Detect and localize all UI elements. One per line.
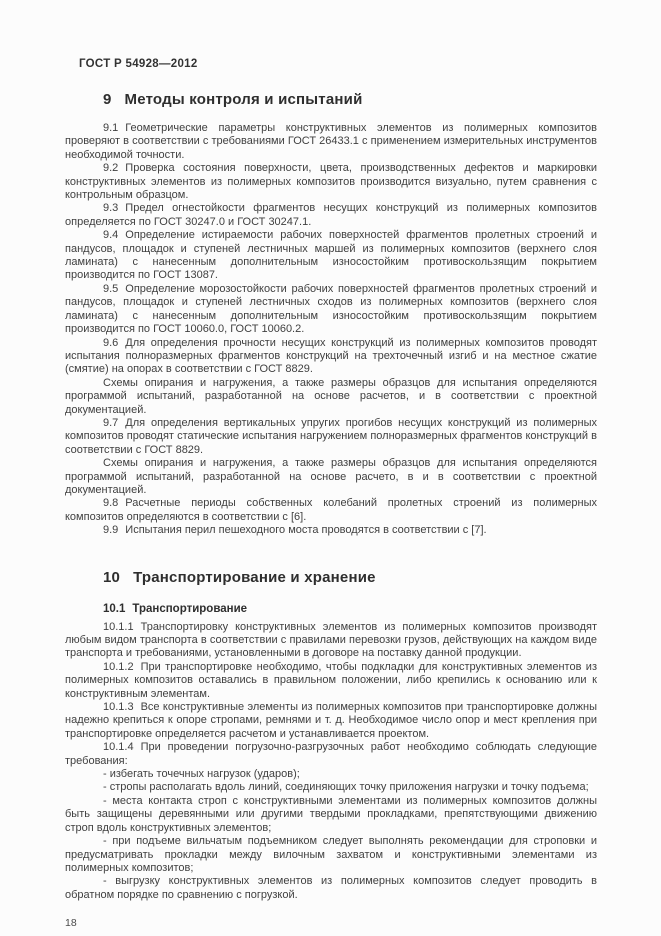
section-10-title <box>103 569 597 586</box>
page-number: 18 <box>65 917 77 930</box>
section-10-number: 10 <box>103 568 121 586</box>
subsection-10-1-title-text: Транспортирование <box>132 602 248 615</box>
list-item-slings <box>65 781 597 794</box>
clause-text: Все конструктивные элементы из полимерных композитов при транспортировке должны надежно крепиться к опоре стропами, ремнями и т. д. Необходимое число опор и мест крепления при транспортировке определяется расчетом и устанавливается проектом. <box>65 701 597 740</box>
clause-9-3 <box>65 202 597 229</box>
clause-text: - выгрузку конструктивных элементов из полимерных композитов следует проводить в обратном порядке по сравнению с погрузкой. <box>65 875 597 901</box>
clause-10-1-1 <box>65 621 597 661</box>
clause-text: Проверка состояния поверхности, цвета, производственных дефектов и маркировки конструктивных элементов из полимерных композитов производится визуально, путем сравнения с контрольным образцом. <box>65 162 597 202</box>
list-item-forklift <box>65 835 597 875</box>
section-10-title-text: Транспортирование и хранение <box>133 568 376 586</box>
subsection-10-1-number: 10.1 <box>103 602 126 615</box>
clause-number: 10.1.3 <box>103 701 134 714</box>
clause-9-9 <box>65 524 597 537</box>
list-item-unloading <box>65 875 597 902</box>
clause-10-1-4 <box>65 741 597 768</box>
clause-number: 10.1.2 <box>103 660 134 673</box>
clause-9-1 <box>65 122 597 162</box>
clause-number: 9.4 <box>103 229 119 242</box>
clause-text: Определение истираемости рабочих поверхностей фрагментов пролетных строений и пандусов, площадок и ступеней лестничных маршей из полимерных композитов (верхнего слоя ламината) с нанесенным дополнительным износостойким противоскользящим покрытием производится по ГОСТ 13087. <box>65 229 597 282</box>
clause-9-4 <box>65 229 597 283</box>
clause-text: Расчетные периоды собственных колебаний пролетных строений из полимерных композитов определяются в соответствии с [6]. <box>65 497 597 523</box>
clause-number: 9.3 <box>103 202 119 215</box>
clause-number: 10.1.4 <box>103 741 134 754</box>
clause-9-6 <box>65 337 597 377</box>
subsection-10-1-title <box>103 603 597 615</box>
clause-number: 9.8 <box>103 497 119 510</box>
clause-text: - места контакта строп с конструктивными элементами из полимерных композитов должны быть защищены деревянными или другими твердыми прокладками, препятствующими движению строп вдоль конструктивных элементов; <box>65 794 597 834</box>
clause-text: При транспортировке необходимо, чтобы подкладки для конструктивных элементов из полимерных композитов оставались в правильном положении, либо крепились к основанию или к конструктивным элементам. <box>65 660 597 700</box>
clause-number: 9.1 <box>103 122 119 134</box>
clause-10-1-3 <box>65 701 597 741</box>
clause-9-5 <box>65 283 597 337</box>
list-item-contact <box>65 795 597 835</box>
clause-9-6-note <box>65 377 597 417</box>
clause-9-2 <box>65 162 597 202</box>
section-9-number: 9 <box>103 91 112 108</box>
clause-number: 10.1.1 <box>103 620 134 633</box>
clause-text: Для определения вертикальных упругих прогибов несущих конструкций из полимерных композитов проводят статические испытания нагружением полноразмерных фрагментов конструкций в соответствии с ГОСТ 8829. <box>65 416 597 456</box>
clause-text: Схемы опирания и нагружения, а также размеры образцов для испытания определяются программой испытаний, разработанной на основе расчето, в и в соответствии с проектной документацией. <box>65 457 597 496</box>
standard-number: ГОСТ Р 54928—2012 <box>79 58 198 70</box>
clause-10-1-2 <box>65 661 597 701</box>
clause-number: 9.2 <box>103 162 119 175</box>
section-9-title <box>103 91 597 108</box>
clause-text: - стропы располагать вдоль линий, соединяющих точку приложения нагрузки и точку подъема; <box>103 781 589 794</box>
clause-number: 9.7 <box>103 416 119 429</box>
clause-text: - при подъеме вильчатым подъемником следует выполнять рекомендации для строповки и предусматривать прокладки между вилочным захватом и конструктивными элементами из полимерных композитов; <box>65 835 597 874</box>
clause-text: Схемы опирания и нагружения, а также размеры образцов для испытания определяются программой испытаний, разработанной на основе расчетов, и в соответствии с проектной документацией. <box>65 376 597 416</box>
list-item-loads <box>65 768 597 781</box>
clause-9-7 <box>65 417 597 457</box>
section-9-title-text: Методы контроля и испытаний <box>124 91 363 108</box>
clause-text: При проведении погрузочно-разгрузочных работ необходимо соблюдать следующие требования: <box>65 741 597 767</box>
clause-number: 9.9 <box>103 524 119 537</box>
clause-text: - избегать точечных нагрузок (ударов); <box>103 768 300 781</box>
clause-number: 9.5 <box>103 282 119 295</box>
clause-text: Определение морозостойкости рабочих поверхностей фрагментов пролетных строений и пандусов, площадок и ступеней лестничных сходов из полимерных композитов (верхнего слоя ламината) с нанесенным дополнительным износостойким противоскользящим покрытием производится по ГОСТ 10060.0, ГОСТ 10060.2. <box>65 282 597 336</box>
clause-text: Предел огнестойкости фрагментов несущих конструкций из полимерных композитов определяется по ГОСТ 30247.0 и ГОСТ 30247.1. <box>65 202 597 228</box>
clause-9-8 <box>65 497 597 524</box>
clause-text: Для определения прочности несущих конструкций из полимерных композитов проводят испытания полноразмерных фрагментов конструкций на трехточечный изгиб и на местное сжатие (смятие) на опорах в соответствии с ГОСТ 8829. <box>65 336 597 376</box>
clause-text: Геометрические параметры конструктивных элементов из полимерных композитов проверяют в соответствии с требованиями ГОСТ 26433.1 с применением измерительных инструментов необходимой точности. <box>65 122 597 161</box>
clause-number: 9.6 <box>103 336 119 349</box>
clause-text: Транспортировку конструктивных элементов из полимерных композитов производят любым видом транспорта в соответствии с правилами перевозки грузов, действующих на каждом виде транспорта и требованиями, установленными в договоре на поставку данной продукции. <box>65 620 597 660</box>
clause-9-7-note <box>65 457 597 497</box>
clause-text: Испытания перил пешеходного моста проводятся в соответствии с [7]. <box>125 524 487 537</box>
